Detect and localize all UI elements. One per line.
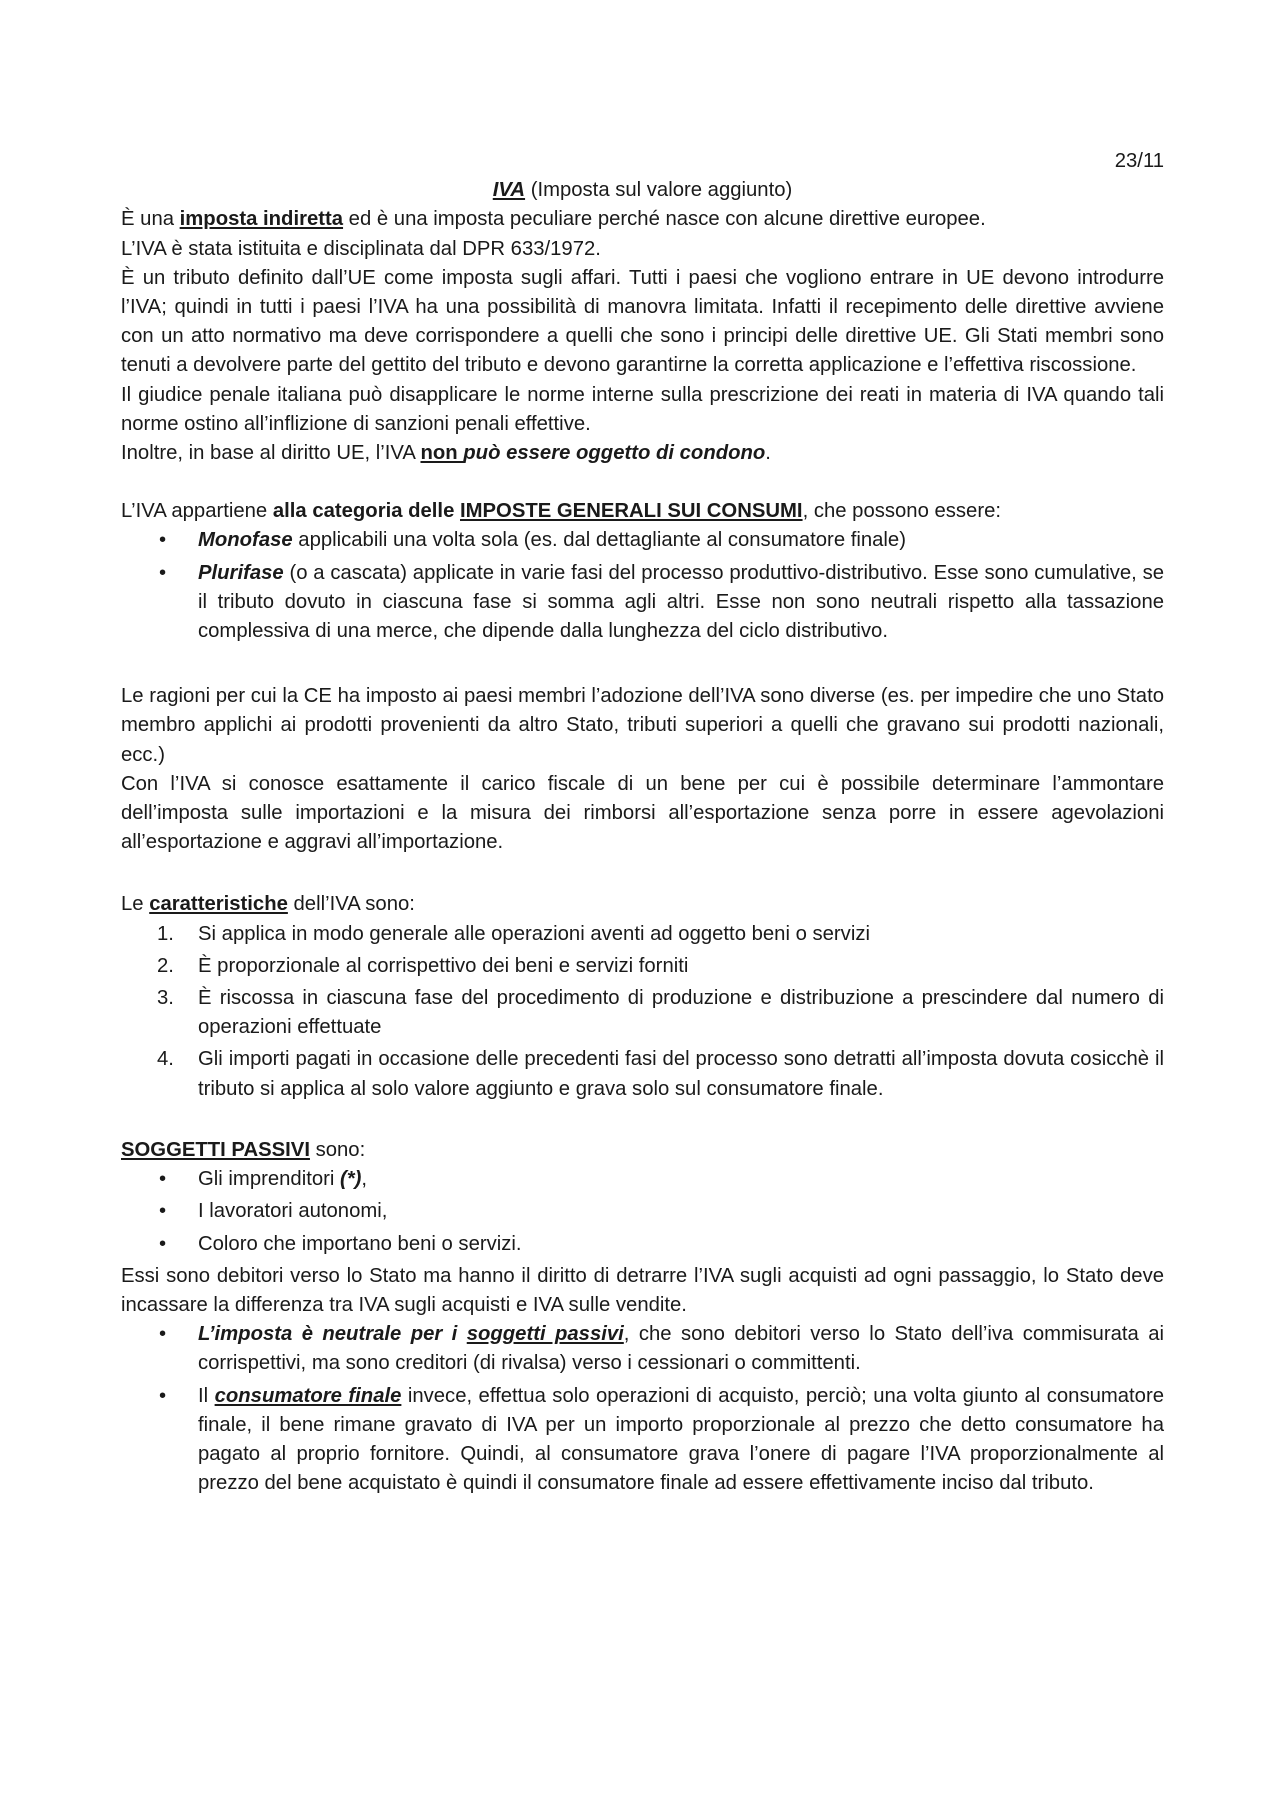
bullet-marker: •	[159, 1384, 167, 1407]
intro-paragraph-1: È una imposta indiretta ed è una imposta peculiare perché nasce con alcune direttive europee.	[121, 208, 986, 231]
categoria-lead: L’IVA appartiene alla categoria delle IMPOSTE GENERALI SUI CONSUMI, che possono essere:	[121, 500, 1001, 523]
spacer	[121, 857, 1164, 886]
intro-paragraph-3: È un tributo definito dall’UE come imposta sugli affari. Tutti i paesi che vogliono entrare in UE devono introdurre l’IVA; quindi in tutti i paesi l’IVA ha una possibilità di manovra limitata. Infatti il recepimento delle direttive avviene con un atto normativo ma deve corrispondere a quelli che sono i principi delle direttive UE. Gli Stati membri sono tenuti a devolvere parte del gettito del tributo e devono garantirne la corretta applicazione e l’effettiva riscossione.	[121, 266, 1164, 377]
list-item: • Gli imprenditori (*),	[121, 1165, 1164, 1194]
number-marker: 3.	[157, 987, 174, 1010]
term-imposta-indiretta: imposta indiretta	[179, 208, 344, 231]
term-consumatore-finale: consumatore finale	[214, 1384, 402, 1407]
number-marker: 2.	[157, 954, 174, 977]
soggetti-list	[121, 1165, 1164, 1259]
spacer	[121, 1107, 1164, 1136]
term-non: non	[420, 442, 464, 465]
categoria-list	[121, 526, 1164, 646]
soggetti-lead: SOGGETTI PASSIVI sono:	[121, 1138, 366, 1161]
term-imposte-generali: IMPOSTE GENERALI SUI CONSUMI	[460, 500, 803, 523]
list-item: 3. È riscossa in ciascuna fase del procedimento di produzione e distribuzione a prescindere dal numero di operazioni effettuate	[121, 984, 1164, 1042]
caratteristiche-lead: Le caratteristiche dell’IVA sono:	[121, 893, 415, 916]
number-marker: 4.	[157, 1048, 174, 1071]
page-date: 23/11	[1114, 150, 1164, 172]
list-item: • Il consumatore finale invece, effettua solo operazioni di acquisto, perciò; una volta giunto al consumatore finale, il bene rimane gravato di IVA per un importo proporzionale al prezzo che detto consumatore ha pagato al proprio fornitore. Quindi, al consumatore grava l’onere di pagare l’IVA proporzionalmente al prezzo del bene acquistato è quindi il consumatore finale ad essere effettivamente inciso dal tributo.	[121, 1382, 1164, 1499]
bullet-marker: •	[159, 1168, 167, 1191]
bullet-marker: •	[159, 529, 167, 552]
list-item: • I lavoratori autonomi,	[121, 1197, 1164, 1226]
intro-paragraph-2: L’IVA è stata istituita e disciplinata dal DPR 633/1972.	[121, 237, 601, 260]
list-item: • Coloro che importano beni o servizi.	[121, 1230, 1164, 1259]
bullet-marker: •	[159, 1200, 167, 1223]
spacer	[121, 468, 1164, 497]
list-item: 4. Gli importi pagati in occasione delle precedenti fasi del processo sono detratti all’imposta dovuta cosicchè il tributo si applica al solo valore aggiunto e grava solo sul consumatore finale.	[121, 1045, 1164, 1103]
title-acronym: IVA	[492, 179, 526, 202]
list-item: 2. È proporzionale al corrispettivo dei beni e servizi forniti	[121, 952, 1164, 981]
page-title	[121, 176, 1164, 205]
neutralita-list	[121, 1320, 1164, 1498]
ragioni-paragraph-2: Con l’IVA si conosce esattamente il carico fiscale di un bene per cui è possibile determinare l’ammontare dell’imposta sulle importazioni e la misura dei rimborsi all’esportazione senza porre in essere agevolazioni all’esportazione e aggravi all’importazione.	[121, 772, 1164, 854]
term-soggetti-passivi-heading: SOGGETTI PASSIVI	[121, 1138, 310, 1161]
bullet-marker: •	[159, 1232, 167, 1255]
caratteristiche-list	[121, 920, 1164, 1104]
intro-paragraph-5: Inoltre, in base al diritto UE, l’IVA non può essere oggetto di condono.	[121, 442, 771, 465]
term-condono: può essere oggetto di condono	[463, 442, 766, 465]
list-item: • L’imposta è neutrale per i soggetti passivi, che sono debitori verso lo Stato dell’iva commisurata ai corrispettivi, ma sono creditori (di rivalsa) verso i cessionari o committenti.	[121, 1320, 1164, 1378]
bullet-marker: •	[159, 1323, 167, 1346]
bullet-marker: •	[159, 561, 167, 584]
soggetti-paragraph: Essi sono debitori verso lo Stato ma hanno il diritto di detrarre l’IVA sugli acquisti ad ogni passaggio, lo Stato deve incassare la differenza tra IVA sugli acquisti e IVA sulle vendite.	[121, 1264, 1164, 1316]
list-item: • Plurifase (o a cascata) applicate in varie fasi del processo produttivo-distributivo. Esse sono cumulative, se il tributo dovuto in ciascuna fase si somma agli altri. Esse non sono neutrali rispetto alla tassazione complessiva di una merce, che dipende dalla lunghezza del ciclo distributivo.	[121, 559, 1164, 647]
list-item: • Monofase applicabili una volta sola (es. dal dettagliante al consumatore finale)	[121, 526, 1164, 555]
intro-paragraph-4: Il giudice penale italiana può disapplicare le norme interne sulla prescrizione dei reati in materia di IVA quando tali norme ostino all’inflizione di sanzioni penali effettive.	[121, 383, 1164, 435]
spacer	[121, 649, 1164, 678]
number-marker: 1.	[157, 922, 174, 945]
ragioni-paragraph-1: Le ragioni per cui la CE ha imposto ai paesi membri l’adozione dell’IVA sono diverse (es. per impedire che uno Stato membro applichi ai prodotti provenienti da altro Stato, tributi superiori a quelli che gravano sui prodotti nazionali, ecc.)	[121, 685, 1164, 766]
title-subtitle: (Imposta sul valore aggiunto)	[525, 179, 793, 202]
list-item: 1. Si applica in modo generale alle operazioni aventi ad oggetto beni o servizi	[121, 920, 1164, 949]
term-soggetti-passivi: soggetti passivi	[466, 1323, 624, 1346]
term-caratteristiche: caratteristiche	[149, 893, 288, 916]
